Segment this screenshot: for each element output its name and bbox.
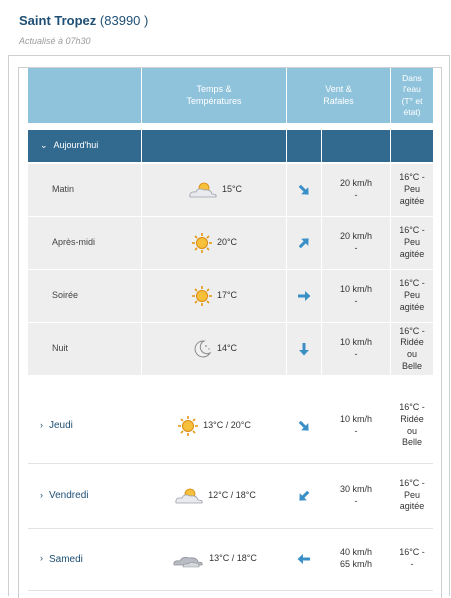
weather-cell	[142, 323, 286, 375]
moon-icon	[191, 338, 213, 360]
wind-arrow-icon	[296, 341, 312, 357]
row-divider	[28, 528, 433, 529]
wind-speed: 10 km/h -	[322, 270, 390, 322]
sun-icon	[177, 415, 199, 437]
wind-direction-cell	[287, 217, 321, 269]
row-name: Après-midi	[52, 237, 96, 248]
wind-speed: 30 km/h -	[322, 465, 390, 526]
wind-direction-cell	[287, 164, 321, 216]
chevron-right-icon: ›	[40, 419, 43, 430]
wind-arrow-icon	[296, 288, 312, 304]
sun-cloud-icon	[172, 486, 204, 506]
postcode: (83990 )	[99, 13, 149, 28]
temperature: 14°C	[216, 343, 238, 354]
temperature: 12°C / 18°C	[208, 489, 256, 500]
water-state: 16°C - Peu agitée	[391, 465, 433, 526]
sun-cloud-icon	[186, 180, 218, 200]
wind-arrow-icon	[296, 418, 312, 434]
weather-cell	[142, 390, 286, 461]
temperature: 17°C	[216, 290, 238, 301]
sun-icon	[191, 285, 213, 307]
period-label	[28, 164, 141, 216]
header-wind: Vent & Rafales	[287, 68, 390, 123]
row-name: Jeudi	[49, 420, 73, 431]
wind-arrow-icon	[296, 488, 312, 504]
update-time: Actualisé à 07h30	[19, 36, 91, 46]
water-state: 16°C - Peu agitée	[391, 217, 433, 269]
wind-speed: 40 km/h 65 km/h	[322, 530, 390, 588]
weather-cell	[142, 164, 286, 216]
sun-icon	[191, 232, 213, 254]
temperature: 13°C / 18°C	[209, 553, 257, 564]
wind-speed: 20 km/h -	[322, 217, 390, 269]
water-state: 16°C - Ridée ou Belle	[391, 323, 433, 375]
today-label: Aujourd'hui	[53, 140, 99, 151]
row-name: Nuit	[52, 343, 69, 354]
wind-arrow-icon	[296, 235, 312, 251]
period-label	[28, 270, 141, 322]
wind-direction-cell	[287, 323, 321, 375]
row-divider	[28, 463, 433, 464]
day-toggle[interactable]	[28, 530, 141, 588]
row-divider	[28, 590, 433, 591]
cloud-icon	[171, 549, 205, 569]
wind-arrow-icon	[296, 551, 312, 567]
period-label	[28, 323, 141, 375]
today-band-cell	[142, 130, 286, 162]
today-band-cell	[391, 130, 433, 162]
city-name: Saint Tropez	[19, 13, 97, 28]
today-band-cell	[287, 130, 321, 162]
chevron-right-icon: ›	[40, 553, 43, 564]
water-state: 16°C - -	[391, 530, 433, 588]
water-state: 16°C - Peu agitée	[391, 270, 433, 322]
header-weather: Temps & Températures	[142, 68, 286, 123]
chevron-right-icon: ›	[40, 489, 43, 500]
page-title	[19, 13, 148, 28]
wind-arrow-icon	[296, 182, 312, 198]
today-toggle[interactable]	[28, 130, 141, 162]
day-toggle[interactable]	[28, 390, 141, 461]
period-label	[28, 217, 141, 269]
row-name: Matin	[52, 184, 75, 195]
wind-speed: 10 km/h -	[322, 390, 390, 461]
day-toggle[interactable]	[28, 465, 141, 526]
wind-direction-cell	[287, 390, 321, 461]
wind-speed: 20 km/h -	[322, 164, 390, 216]
row-name: Samedi	[49, 553, 83, 565]
weather-cell	[142, 270, 286, 322]
temperature: 13°C / 20°C	[203, 419, 251, 430]
water-state: 16°C - Peu agitée	[391, 164, 433, 216]
weather-cell	[142, 530, 286, 588]
wind-direction-cell	[287, 530, 321, 588]
wind-direction-cell	[287, 270, 321, 322]
weather-cell	[142, 217, 286, 269]
wind-direction-cell	[287, 465, 321, 526]
forecast-table	[18, 67, 442, 598]
temperature: 20°C	[216, 237, 238, 248]
today-band-cell	[322, 130, 390, 162]
row-name: Vendredi	[49, 490, 89, 501]
header-empty-cell	[28, 68, 141, 123]
chevron-down-icon: ⌄	[40, 140, 48, 151]
water-state: 16°C - Ridée ou Belle	[391, 390, 433, 461]
weather-cell	[142, 465, 286, 526]
temperature: 15°C	[221, 184, 243, 195]
header-water: Dans l'eau (T° et état)	[391, 68, 433, 123]
wind-speed: 10 km/h -	[322, 323, 390, 375]
row-name: Soirée	[52, 290, 79, 301]
